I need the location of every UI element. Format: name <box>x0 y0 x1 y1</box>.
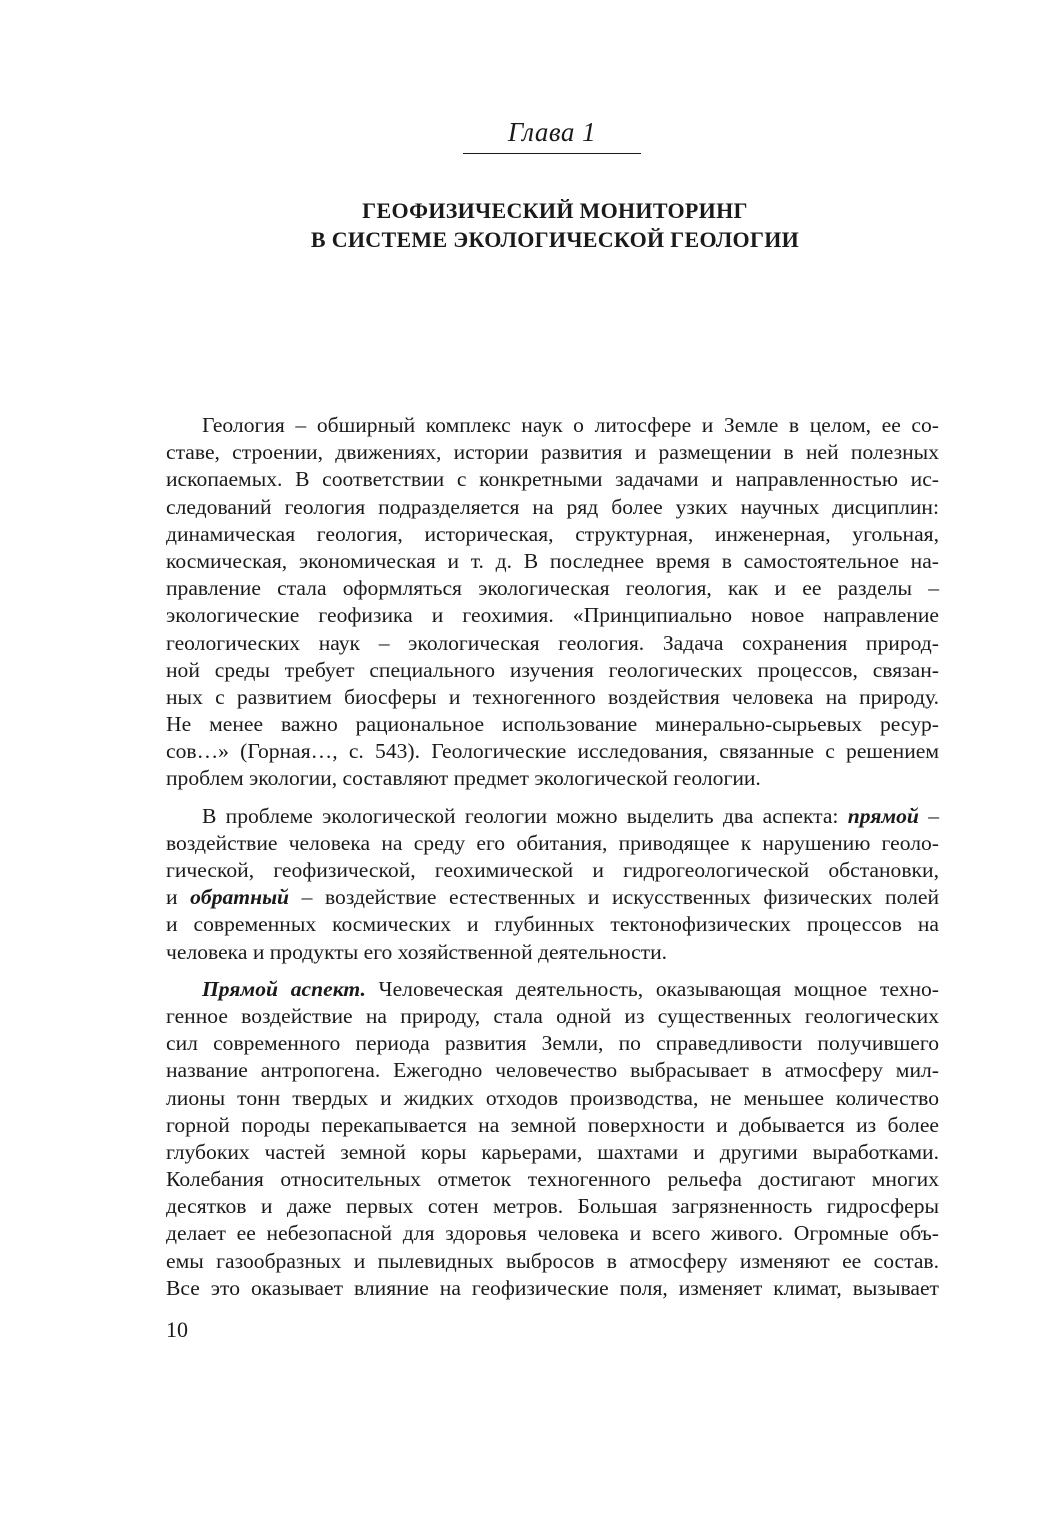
text-run: В проблеме экологической геологии можно выделить два аспекта: <box>202 803 848 828</box>
text-line: гической, геофизической, геохимической и гидрогеологической обстановки, <box>166 858 939 882</box>
text-line <box>166 976 939 1003</box>
text-line: лионы тонн твердых и жидких отходов производства, не меньшее количество <box>166 1085 939 1110</box>
text-run: Человеческая деятельность, оказывающая мощное техно- <box>365 976 939 1001</box>
text-line: сил современного периода развития Земли, по справедливости получившего <box>166 1031 939 1056</box>
text-line <box>166 803 939 830</box>
text-line: правление стала оформляться экологическая геология, как и ее разделы – <box>166 576 939 601</box>
emphasis-term: обратный <box>190 885 290 910</box>
text-line: проблем экологии, составляют предмет экологической геологии. <box>166 766 761 791</box>
chapter-title-line-2: В СИСТЕМЕ ЭКОЛОГИЧЕСКОЙ ГЕОЛОГИИ <box>310 227 800 252</box>
text-line: сов…» (Горная…, с. 543). Геологические исследования, связанные с решением <box>166 739 939 764</box>
text-run: – воздействие естественных и искусственных физических полей <box>289 885 939 910</box>
text-line: следований геология подразделяется на ряд более узких научных дисциплин: <box>166 494 939 519</box>
text-line: глубоких частей земной коры карьерами, шахтами и другими выработками. <box>166 1139 939 1164</box>
text-run: – <box>918 803 939 828</box>
chapter-title <box>160 196 950 254</box>
text-line: человека и продукты его хозяйственной деятельности. <box>166 939 668 964</box>
text-line: геологических наук – экологическая геология. Задача сохранения природ- <box>166 630 939 655</box>
text-line: Геология – обширный комплекс наук о литосфере и Земле в целом, ее со- <box>202 413 939 437</box>
text-line: ископаемых. В соответствии с конкретными задачами и направленностью ис- <box>166 467 939 492</box>
text-line <box>166 884 939 911</box>
emphasis-term: прямой <box>847 803 919 828</box>
paragraph-3 <box>166 976 939 1302</box>
chapter-title-line-1: ГЕОФИЗИЧЕСКИЙ МОНИТОРИНГ <box>362 198 748 223</box>
text-line: Не менее важно рациональное использование минерально-сырьевых ресур- <box>166 712 939 737</box>
page-number: 10 <box>166 1317 188 1342</box>
text-line: и современных космических и глубинных тектонофизических процессов на <box>166 912 939 937</box>
body-text <box>166 412 939 1302</box>
paragraph-2 <box>166 803 939 966</box>
text-line: емы газообразных и пылевидных выбросов в атмосферу изменяют ее состав. <box>166 1248 939 1273</box>
text-line: динамическая геология, историческая, структурная, инженерная, угольная, <box>166 521 939 546</box>
text-line: ставе, строении, движениях, истории развития и размещении в ней полезных <box>166 440 939 465</box>
chapter-divider <box>463 153 641 154</box>
text-line: ной среды требует специального изучения геологических процессов, связан- <box>166 657 939 682</box>
text-line: делает ее небезопасной для здоровья человека и всего живого. Огромные объ- <box>166 1221 939 1246</box>
text-line: воздействие человека на среду его обитания, приводящее к нарушению геоло- <box>166 830 939 855</box>
text-line: генное воздействие на природу, стала одной из существенных геологических <box>166 1003 939 1028</box>
text-line: экологические геофизика и геохимия. «Принципиально новое направление <box>166 603 939 628</box>
section-run-in-heading: Прямой аспект. <box>202 976 366 1001</box>
paragraph-1 <box>166 412 939 793</box>
text-line: название антропогена. Ежегодно человечество выбрасывает в атмосферу мил- <box>166 1058 939 1083</box>
text-line: космическая, экономическая и т. д. В последнее время в самостоятельное на- <box>166 548 939 573</box>
text-run: и <box>166 885 191 910</box>
text-line: десятков и даже первых сотен метров. Большая загрязненность гидросферы <box>166 1194 939 1219</box>
chapter-label: Глава 1 <box>507 117 597 147</box>
text-line: Все это оказывает влияние на геофизические поля, изменяет климат, вызывает <box>166 1275 939 1300</box>
text-line: Колебания относительных отметок техногенного рельефа достигают многих <box>166 1167 939 1192</box>
text-line: горной породы перекапывается на земной поверхности и добывается из более <box>166 1112 939 1137</box>
text-line: ных с развитием биосферы и техногенного воздействия человека на природу. <box>166 684 939 709</box>
